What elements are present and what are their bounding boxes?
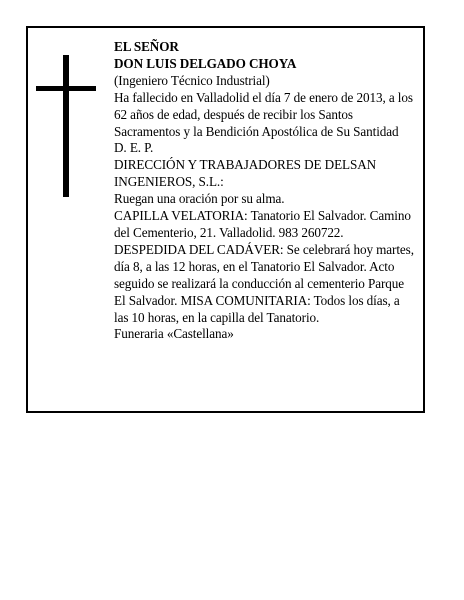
mourners: DIRECCIÓN Y TRABAJADORES DE DELSAN INGENIEROS, S.L.:: [114, 157, 377, 190]
cross-vertical-bar: [63, 55, 69, 197]
profession: (Ingeniero Técnico Industrial): [114, 72, 270, 88]
cross-icon: [36, 55, 96, 197]
death-announcement: Ha fallecido en Valladolid el día 7 de enero de 2013, a los 62 años de edad, después de recibir los Santos Sacramentos y la Bendición Apostólica de Su Santidad: [114, 89, 413, 139]
chapel-info: CAPILLA VELATORIA: Tanatorio El Salvador. Camino del Cementerio, 21. Valladolid. 983 260722.: [114, 208, 411, 240]
cross-horizontal-bar: [36, 86, 96, 91]
funeral-home: Funeraria «Castellana»: [114, 326, 234, 342]
prayer-request: Ruegan una oración por su alma.: [114, 191, 285, 207]
farewell-info: DESPEDIDA DEL CADÁVER: Se celebrará hoy martes, día 8, a las 12 horas, en el Tanatorio El Salvador. Acto seguido se realizará la conducción al cementerio Parque El Salvador. MISA COMUNITARIA: Todos los días, a las 10 horas, en la capilla del Tanatorio.: [114, 241, 414, 325]
title-line-1: EL SEÑOR: [114, 39, 179, 54]
rip: D. E. P.: [114, 140, 154, 156]
deceased-name: DON LUIS DELGADO CHOYA: [114, 55, 297, 71]
obituary-text: [114, 39, 416, 343]
